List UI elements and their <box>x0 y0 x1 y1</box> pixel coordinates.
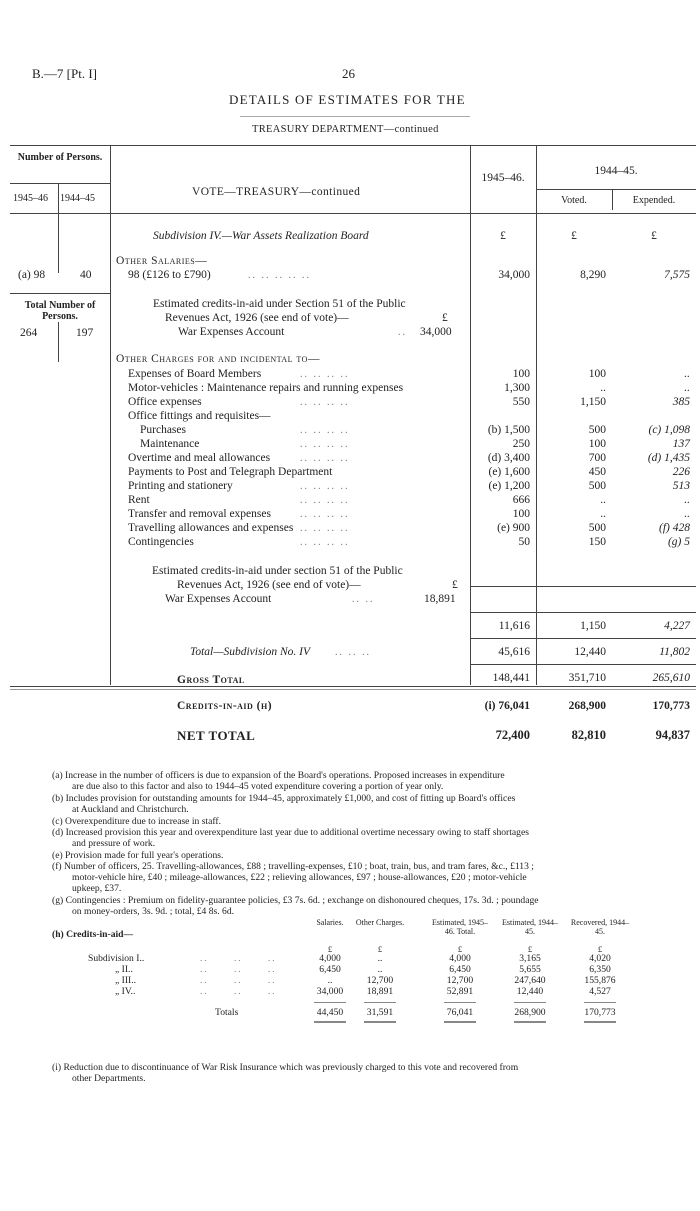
credits-expended: 170,773 <box>652 700 690 712</box>
credit-cell: 6,450 <box>319 964 341 975</box>
other-charge-voted: .. <box>600 508 606 520</box>
note-g: (g) Contingencies : Premium on fidelity-guarantee policies, £3 7s. 6d. ; exchange on dishonoured cheques, 17s. 3d. ; poundage <box>52 895 539 906</box>
credits2-line3: War Expenses Account <box>165 593 272 605</box>
credits-label: Credits-in-aid (h) <box>177 700 273 712</box>
note-i2: other Departments. <box>72 1073 146 1084</box>
credit-cell: 12,700 <box>366 975 394 986</box>
credit-row-label: Subdivision I.. <box>88 953 145 964</box>
note-h: (h) Credits-in-aid— <box>52 929 134 940</box>
currency-1945: £ <box>500 230 506 242</box>
credit-cell: .. <box>377 953 383 964</box>
department-title: TREASURY DEPARTMENT—continued <box>252 124 439 135</box>
other-charge-v4546: 250 <box>512 438 530 450</box>
total-persons-1945: 264 <box>20 327 38 339</box>
note-a2: are due also to this factor and also to 1944–45 voted expenditure covering a portion of year only. <box>72 781 444 792</box>
credit-col-currency: £ <box>377 944 383 954</box>
persons-col-1944: 1944–45 <box>60 193 95 204</box>
other-charge-voted: .. <box>600 382 606 394</box>
credit-total-rule <box>444 1002 476 1003</box>
gross-expended: 265,610 <box>652 672 690 684</box>
credit-col-header: Estimated, 1945–46. Total. <box>432 918 488 936</box>
leader-dots: .. .. .. .. <box>300 537 350 548</box>
other-charge-voted: 450 <box>588 466 606 478</box>
gross-total-label: Gross Total <box>177 674 245 686</box>
other-charge-v4546: (b) 1,500 <box>487 424 530 436</box>
credit-cell: 4,527 <box>589 986 611 997</box>
credit-cell: 52,891 <box>446 986 474 997</box>
credit-cell: 3,165 <box>519 953 541 964</box>
credit-col-currency: £ <box>457 944 463 954</box>
page-title: DETAILS OF ESTIMATES FOR THE <box>229 92 466 107</box>
other-charge-voted: 100 <box>588 438 606 450</box>
other-charge-exp: 137 <box>672 438 690 450</box>
credit-total-double-rule <box>364 1021 396 1023</box>
other-charge-v4546: 666 <box>512 494 530 506</box>
leader-dots: .. .. .. .. <box>300 481 350 492</box>
other-charge-exp: (f) 428 <box>659 522 690 534</box>
credit-col-currency: £ <box>327 944 333 954</box>
other-charge-voted: 700 <box>588 452 606 464</box>
other-charge-voted: 500 <box>588 480 606 492</box>
credits2-line2: Revenues Act, 1926 (see end of vote)— <box>177 579 361 591</box>
credit-total-rule <box>314 1002 346 1003</box>
other-charge-v4546: (d) 3,400 <box>487 452 530 464</box>
note-b2: at Auckland and Christchurch. <box>72 804 189 815</box>
net-voted: 82,810 <box>571 728 606 742</box>
credit-cell: 155,876 <box>584 975 616 986</box>
credit-cell: 6,350 <box>589 964 611 975</box>
leader-dots: .. .. .. .. <box>300 509 350 520</box>
credits-voted: 268,900 <box>568 700 606 712</box>
credit-cell: .. <box>377 964 383 975</box>
credit-cell: 34,000 <box>316 986 344 997</box>
credit-col-currency: £ <box>597 944 603 954</box>
credits1-currency: £ <box>442 312 448 324</box>
leader-dots: .. .. .. .. <box>300 425 350 436</box>
other-charge-v4546: (e) 1,600 <box>488 466 530 478</box>
persons-1944: 40 <box>80 269 92 281</box>
other-charge-exp: (g) 5 <box>667 536 690 548</box>
note-i: (i) Reduction due to discontinuance of War Risk Insurance which was previously charged to this vote and recovered from <box>52 1062 519 1073</box>
credit-total-cell: 44,450 <box>316 1007 344 1018</box>
voted-header: Voted. <box>561 195 587 206</box>
note-f: (f) Number of officers, 25. Travelling-allowances, £88 ; travelling-expenses, £10 ; boat, train, bus, and tram fares, &c., £113 ; <box>52 861 534 872</box>
other-charge-voted: 150 <box>588 536 606 548</box>
persons-header: Number of Persons. <box>17 152 103 163</box>
credit-cell: 247,640 <box>514 975 546 986</box>
note-g2: on money-orders, 3s. 9d. ; total, £4 8s. 6d. <box>72 906 235 917</box>
other-charge-label: Office fittings and requisites— <box>128 410 271 422</box>
credit-cell: 18,891 <box>366 986 394 997</box>
other-charge-label: Rent <box>128 494 150 506</box>
net-total-label: NET TOTAL <box>177 728 256 743</box>
other-charge-voted: 1,150 <box>580 396 606 408</box>
credit-cell: .. <box>327 975 333 986</box>
credit-total-rule <box>514 1002 546 1003</box>
credits1-line3: War Expenses Account <box>178 326 285 338</box>
total-persons-1944: 197 <box>76 327 94 339</box>
other-charge-voted: 500 <box>588 522 606 534</box>
credit-cell: 6,450 <box>449 964 471 975</box>
credit-row-label: „ IV.. <box>115 986 136 997</box>
credit-cell: 4,020 <box>589 953 611 964</box>
leader-dots: .. .. .. .. <box>300 439 350 450</box>
other-charge-label: Expenses of Board Members <box>128 368 262 380</box>
other-charge-v4546: (e) 900 <box>497 522 530 534</box>
other-charge-label: Contingencies <box>128 536 194 548</box>
gross-voted: 351,710 <box>568 672 606 684</box>
gross-1945: 148,441 <box>492 672 530 684</box>
credit-cell: 5,655 <box>519 964 541 975</box>
credit-totals-label: Totals <box>215 1007 239 1018</box>
credit-total-cell: 76,041 <box>446 1007 474 1018</box>
other-charge-label: Purchases <box>140 424 186 436</box>
year-1944-header: 1944–45. <box>594 165 638 177</box>
other-charge-v4546: 550 <box>512 396 530 408</box>
credit-col-header: Recovered, 1944–45. <box>570 918 630 936</box>
credit-total-double-rule <box>514 1021 546 1023</box>
salaries-heading: Other Salaries— <box>116 255 208 267</box>
total-persons-label: Total Number of Persons. <box>24 300 96 322</box>
note-f2: motor-vehicle hire, £40 ; mileage-allowances, £22 ; relieving allowances, £97 ; house-allowances, £20 ; motor-vehicle <box>72 872 527 883</box>
note-b: (b) Includes provision for outstanding amounts for 1944–45, approximately £1,000, and cost of fitting up Board's offices <box>52 793 516 804</box>
leader-dots: .. .. .. .. <box>300 397 350 408</box>
salaries-expended: 7,575 <box>664 269 690 281</box>
other-charge-label: Transfer and removal expenses <box>128 508 271 520</box>
year-1945-header: 1945–46. <box>481 172 525 184</box>
total-subdivision-label: Total—Subdivision No. IV <box>190 646 311 658</box>
other-charge-label: Maintenance <box>140 438 200 450</box>
credit-col-header: Other Charges. <box>355 918 405 927</box>
other-charge-label: Printing and stationery <box>128 480 233 492</box>
other-charge-voted: 500 <box>588 424 606 436</box>
credits2-amount: 18,891 <box>424 593 456 605</box>
credit-cell: 4,000 <box>449 953 471 964</box>
note-d: (d) Increased provision this year and overexpenditure last year due to additional overtime necessary owing to staff shortages <box>52 827 529 838</box>
note-a: (a) Increase in the number of officers is due to expansion of the Board's operations. Proposed increases in expenditure <box>52 770 505 781</box>
subdivision-title: Subdivision IV.—War Assets Realization Board <box>153 230 369 242</box>
currency-expended: £ <box>651 230 657 242</box>
other-charge-label: Payments to Post and Telegraph Department <box>128 466 333 478</box>
note-e: (e) Provision made for full year's operations. <box>52 850 224 861</box>
other-charge-voted: .. <box>600 494 606 506</box>
credit-total-cell: 31,591 <box>366 1007 394 1018</box>
other-charge-exp: .. <box>684 368 690 380</box>
note-c: (c) Overexpenditure due to increase in staff. <box>52 816 221 827</box>
net-expended: 94,837 <box>655 728 690 742</box>
total-sub-1945: 45,616 <box>498 646 530 658</box>
total-sub-expended: 11,802 <box>659 646 690 658</box>
salaries-1945: 34,000 <box>498 269 530 281</box>
credit-col-currency: £ <box>527 944 533 954</box>
other-charge-exp: .. <box>684 382 690 394</box>
credit-total-double-rule <box>314 1021 346 1023</box>
credits2-line1: Estimated credits-in-aid under section 51 of the Public <box>152 565 403 577</box>
other-charge-label: Overtime and meal allowances <box>128 452 271 464</box>
leader-dots: .. .. .. .. <box>300 523 350 534</box>
subtotal-voted: 1,150 <box>580 620 606 632</box>
other-charge-exp: 385 <box>672 396 690 408</box>
leader-dots: .. .. .. .. <box>300 453 350 464</box>
credit-total-double-rule <box>584 1021 616 1023</box>
credit-col-header: Salaries. <box>316 918 344 927</box>
credits1-line2: Revenues Act, 1926 (see end of vote)— <box>165 312 349 324</box>
credit-col-header: Estimated, 1944–45. <box>502 918 558 936</box>
other-charge-label: Motor-vehicles : Maintenance repairs and running expenses <box>128 382 404 394</box>
leader-dots: .. .. .. .. <box>300 495 350 506</box>
other-charge-exp: .. <box>684 494 690 506</box>
credits1-amount: 34,000 <box>420 326 452 338</box>
persons-col-1945: 1945–46 <box>13 193 48 204</box>
other-charge-exp: 226 <box>672 466 690 478</box>
other-charge-v4546: (e) 1,200 <box>488 480 530 492</box>
credit-cell: 12,440 <box>516 986 544 997</box>
other-charge-exp: 513 <box>672 480 690 492</box>
credit-total-double-rule <box>444 1021 476 1023</box>
vote-heading: VOTE—TREASURY—continued <box>192 186 361 198</box>
other-charge-v4546: 100 <box>512 508 530 520</box>
persons-1945: (a) 98 <box>18 269 46 281</box>
subtotal-1945: 11,616 <box>498 620 530 632</box>
credit-total-rule <box>584 1002 616 1003</box>
credit-row-label: „ II.. <box>115 964 133 975</box>
net-1945: 72,400 <box>495 728 530 742</box>
salaries-line: 98 (£126 to £790) <box>128 269 211 281</box>
other-charge-exp: .. <box>684 508 690 520</box>
credit-cell: 4,000 <box>319 953 341 964</box>
note-d2: and pressure of work. <box>72 838 156 849</box>
credits2-currency: £ <box>452 579 458 591</box>
leader-dots: .. .. .. .. .. .. .. .. .. .. .. .. <box>200 953 277 996</box>
currency-voted: £ <box>571 230 577 242</box>
other-charge-label: Office expenses <box>128 396 202 408</box>
leader-dots: .. .. .. .. <box>300 369 350 380</box>
other-charge-v4546: 50 <box>518 536 530 548</box>
page-reference: B.—7 [Pt. I] <box>32 66 97 81</box>
credit-row-label: „ III.. <box>115 975 137 986</box>
salaries-voted: 8,290 <box>580 269 606 281</box>
credit-cell: 12,700 <box>446 975 474 986</box>
other-charge-exp: (c) 1,098 <box>648 424 690 436</box>
credits1-line1: Estimated credits-in-aid under Section 51 of the Public <box>153 298 406 310</box>
other-charge-exp: (d) 1,435 <box>647 452 690 464</box>
credits-1945: (i) 76,041 <box>484 700 530 712</box>
total-sub-voted: 12,440 <box>574 646 606 658</box>
other-charge-label: Travelling allowances and expenses <box>128 522 294 534</box>
note-f3: upkeep, £37. <box>72 883 122 894</box>
other-charge-v4546: 1,300 <box>504 382 530 394</box>
expended-header: Expended. <box>632 195 676 206</box>
other-charge-voted: 100 <box>588 368 606 380</box>
subtotal-expended: 4,227 <box>664 620 690 632</box>
page-number: 26 <box>342 66 355 81</box>
credit-total-cell: 170,773 <box>584 1007 616 1018</box>
other-charge-v4546: 100 <box>512 368 530 380</box>
credit-total-rule <box>364 1002 396 1003</box>
credit-total-cell: 268,900 <box>514 1007 546 1018</box>
other-charges-heading: Other Charges for and incidental to— <box>116 353 320 365</box>
